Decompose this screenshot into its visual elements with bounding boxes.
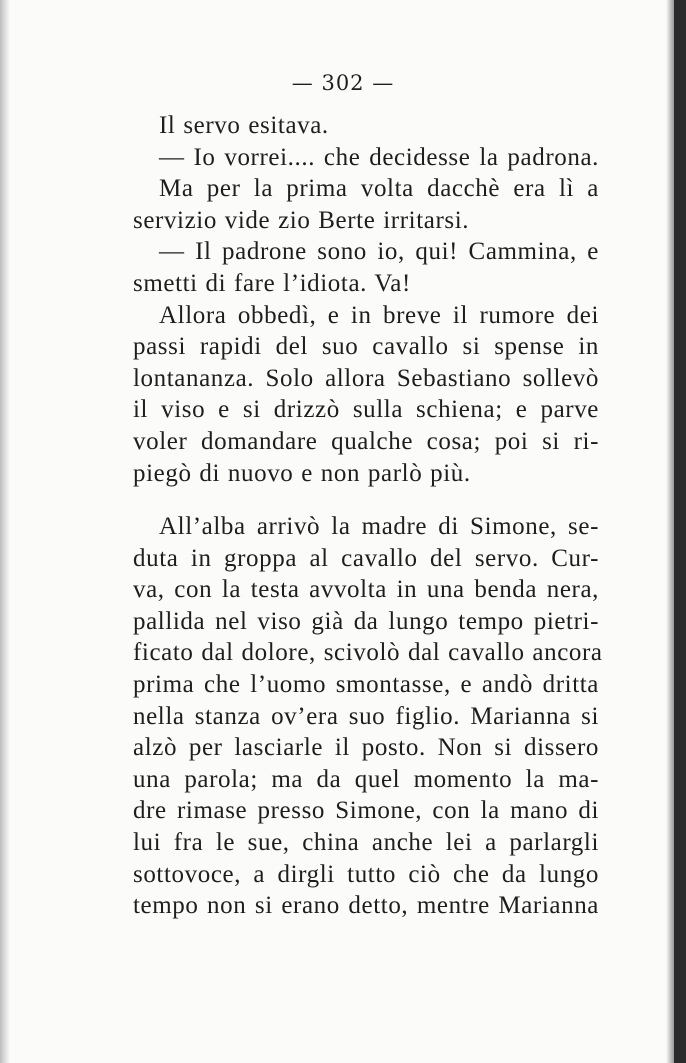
text-block-1 [133,110,599,489]
text-line: lui fra le sue, china anche lei a parlargli [133,828,599,856]
text-line: Allora obbedì, e in breve il rumore dei [159,301,599,329]
page-gutter-shadow [0,0,10,1063]
text-line: passi rapidi del suo cavallo si spense in [133,333,599,361]
text-line: servizio vide zio Berte irritarsi. [133,206,470,234]
page-dark-border [674,0,686,1063]
text-line: ficato dal dolore, scivolò dal cavallo ancora [133,639,603,667]
text-line: Il servo esitava. [159,112,329,139]
text-line: All’alba arrivò la madre di Simone, se- [159,513,599,540]
text-line: pallida nel viso già da lungo tempo pietri- [133,607,599,635]
text-line: piegò di nuovo e non parlò più. [133,459,471,487]
text-block-2 [133,511,603,922]
text-line: Ma per la prima volta dacchè era lì a [159,175,599,203]
page-edge-shadow [666,0,674,1063]
text-line: prima che l’uomo smontasse, e andò dritta [133,670,599,698]
text-line: — Io vorrei.... che decidesse la padrona. [159,143,599,171]
text-line: il viso e si drizzò sulla schiena; e parve [133,396,599,424]
text-line: va, con la testa avvolta in una benda nera, [133,576,599,604]
text-line: lontananza. Solo allora Sebastiano sollevò [133,364,599,392]
text-line: una parola; ma da quel momento la ma- [133,765,599,793]
text-line: nella stanza ov’era suo figlio. Marianna si [133,702,599,730]
text-line: sottovoce, a dirgli tutto ciò che da lungo [133,860,599,888]
text-line: tempo non si erano detto, mentre Marianna [133,892,599,920]
page-number: — 302 — [291,71,395,95]
text-line: voler domandare qualche cosa; poi si ri- [133,427,599,455]
text-line: alzò per lasciarle il posto. Non si dissero [133,734,599,762]
text-line: dre rimase presso Simone, con la mano di [133,797,599,825]
text-line: smetti di fare l’idiota. Va! [133,269,411,297]
text-line: — Il padrone sono io, qui! Cammina, e [159,238,599,266]
text-line: duta in groppa al cavallo del servo. Cur- [133,544,599,572]
